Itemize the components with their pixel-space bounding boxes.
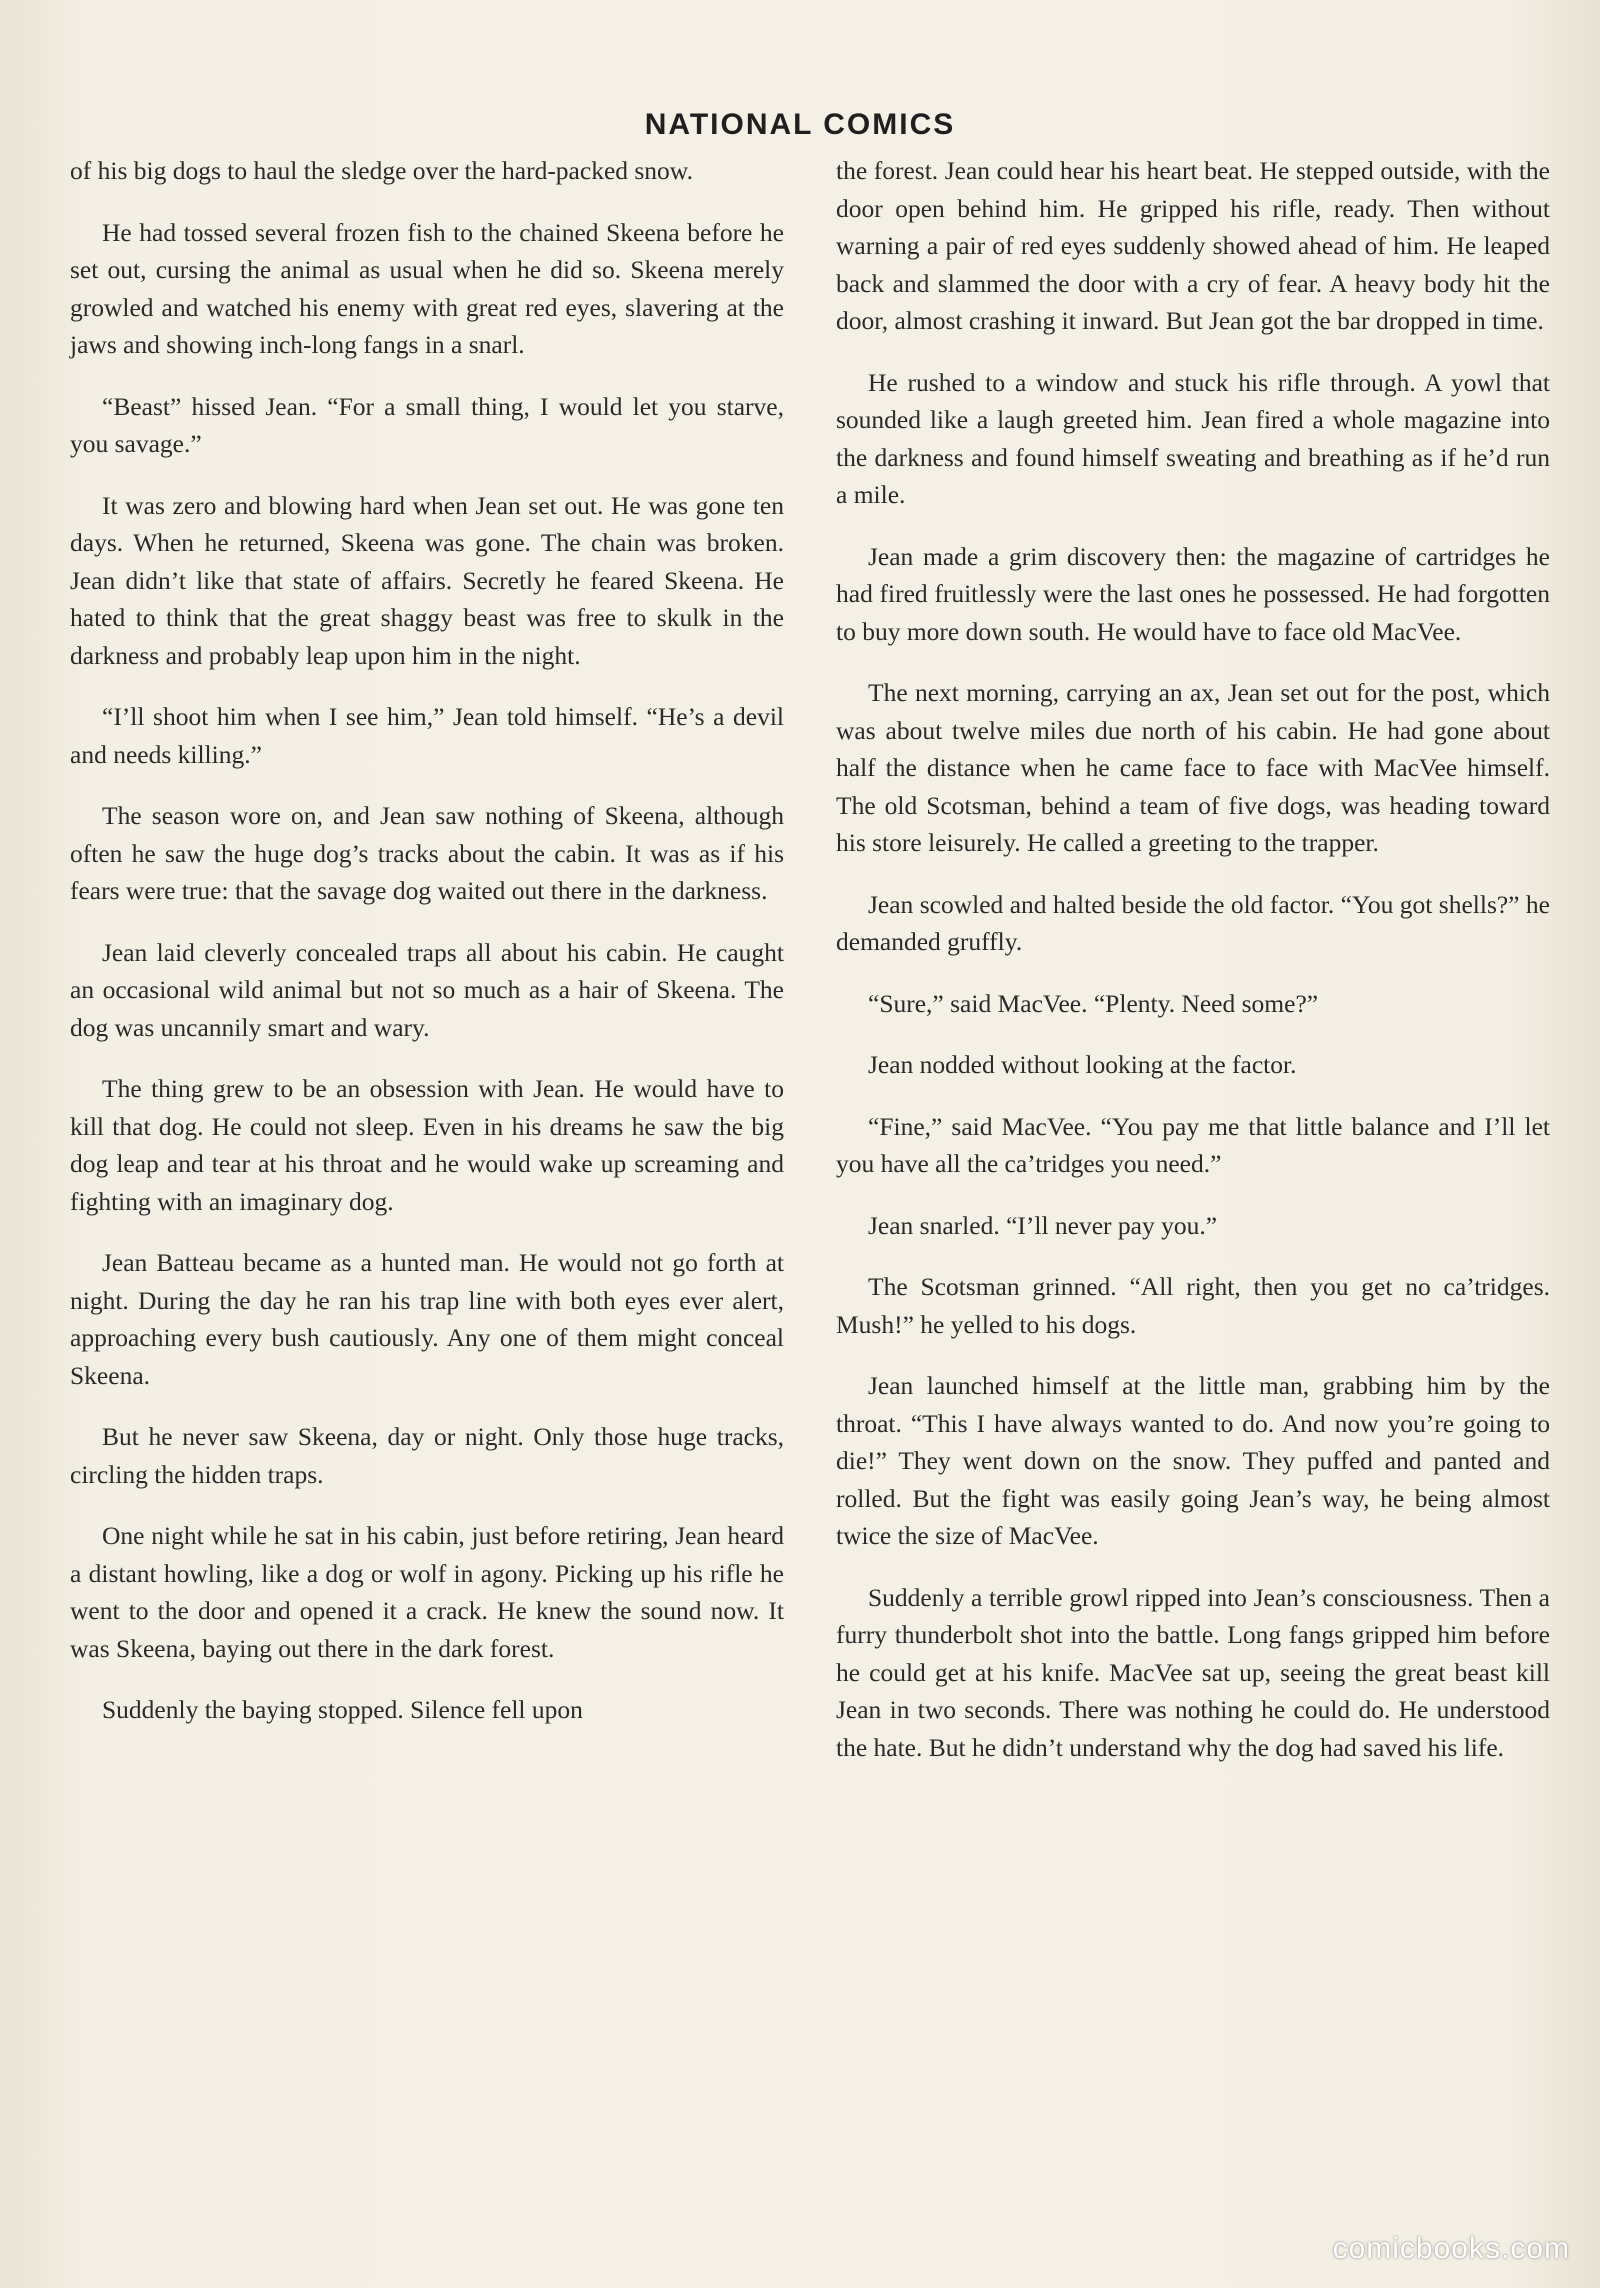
paragraph: It was zero and blowing hard when Jean set out. He was gone ten days. When he returned, Skeena was gone. The chain was broken. Jean didn’t like that state of affairs. Secretly he feared Skeena. He hated to think that the great shaggy beast was free to skulk in the darkness and probably leap upon him in the night. — [70, 490, 784, 670]
paragraph: Jean snarled. “I’ll never pay you.” — [868, 1210, 1218, 1240]
site-watermark: comicbooks.com — [1332, 2232, 1570, 2265]
right-text-column — [836, 152, 1550, 2152]
paragraph: “I’ll shoot him when I see him,” Jean told himself. “He’s a devil and needs killing.” — [70, 702, 784, 769]
paragraph: Suddenly the baying stopped. Silence fell upon — [102, 1695, 583, 1724]
left-text-column — [70, 152, 784, 2152]
page-header-title: NATIONAL COMICS — [644, 108, 956, 141]
paragraph: of his big dogs to haul the sledge over the hard-packed snow. — [70, 156, 693, 185]
paragraph: But he never saw Skeena, day or night. Only those huge tracks, circling the hidden traps. — [70, 1422, 784, 1489]
paragraph: The Scotsman grinned. “All right, then you get no ca’tridges. Mush!” he yelled to his dogs. — [836, 1272, 1550, 1339]
paragraph: the forest. Jean could hear his heart beat. He stepped outside, with the door open behind him. He gripped his rifle, ready. Then without warning a pair of red eyes suddenly showed ahead of him. He leaped back and slammed the door with a cry of fear. A heavy body hit the door, almost crashing it inward. But Jean got the bar dropped in time. — [836, 156, 1550, 335]
paragraph: Jean Batteau became as a hunted man. He would not go forth at night. During the day he ran his trap line with both eyes ever alert, approaching every bush cautiously. Any one of them might conceal Skeena. — [70, 1248, 784, 1390]
paragraph: Jean made a grim discovery then: the magazine of cartridges he had fired fruitlessly were the last ones he possessed. He had forgotten to buy more down south. He would have to face old MacVee. — [836, 541, 1550, 646]
paragraph: “Sure,” said MacVee. “Plenty. Need some?” — [868, 988, 1319, 1018]
paragraph: The next morning, carrying an ax, Jean set out for the post, which was about twelve miles due north of his cabin. He had gone about half the distance when he came face to face with MacVee himself. The old Scotsman, behind a team of five dogs, was heading toward his store leisurely. He called a greeting to the trapper. — [836, 678, 1550, 857]
paragraph: Jean laid cleverly concealed traps all about his cabin. He caught an occasional wild animal but not so much as a hair of Skeena. The dog was uncannily smart and wary. — [70, 937, 784, 1042]
paragraph: Jean launched himself at the little man, grabbing him by the throat. “This I have always wanted to do. And now you’re going to die!” They went down on the snow. They puffed and panted and rolled. But the fight was easily going Jean’s way, he being almost twice the size of MacVee. — [836, 1371, 1550, 1550]
paragraph: “Fine,” said MacVee. “You pay me that little balance and I’ll let you have all the ca’tridges you need.” — [836, 1111, 1550, 1178]
paragraph: Jean scowled and halted beside the old factor. “You got shells?” he demanded gruffly. — [836, 889, 1550, 956]
paragraph: Suddenly a terrible growl ripped into Jean’s consciousness. Then a furry thunderbolt shot into the battle. Long fangs gripped him before he could get at his knife. MacVee sat up, seeing the great beast kill Jean in two seconds. There was nothing he could do. He understood the hate. But he didn’t understand why the dog had saved his life. — [836, 1582, 1550, 1762]
paragraph: The thing grew to be an obsession with Jean. He would have to kill that dog. He could not sleep. Even in his dreams he saw the big dog leap and tear at his throat and he would wake up screaming and fighting with an imaginary dog. — [70, 1074, 784, 1216]
paragraph: Jean nodded without looking at the factor. — [868, 1050, 1297, 1079]
paragraph: “Beast” hissed Jean. “For a small thing, I would let you starve, you savage.” — [70, 391, 784, 458]
paragraph: He rushed to a window and stuck his rifle through. A yowl that sounded like a laugh greeted him. Jean fired a whole magazine into the darkness and found himself sweating and breathing as if he’d run a mile. — [836, 367, 1550, 509]
paragraph: The season wore on, and Jean saw nothing of Skeena, although often he saw the huge dog’s tracks about the cabin. It was as if his fears were true: that the savage dog waited out there in the darkness. — [70, 801, 784, 905]
paragraph: One night while he sat in his cabin, just before retiring, Jean heard a distant howling, like a dog or wolf in agony. Picking up his rifle he went to the door and opened it a crack. He knew the sound now. It was Skeena, baying out there in the dark forest. — [70, 1521, 784, 1663]
paragraph: He had tossed several frozen fish to the chained Skeena before he set out, cursing the animal as usual when he did so. Skeena merely growled and watched his enemy with great red eyes, slavering at the jaws and showing inch-long fangs in a snarl. — [70, 217, 784, 359]
